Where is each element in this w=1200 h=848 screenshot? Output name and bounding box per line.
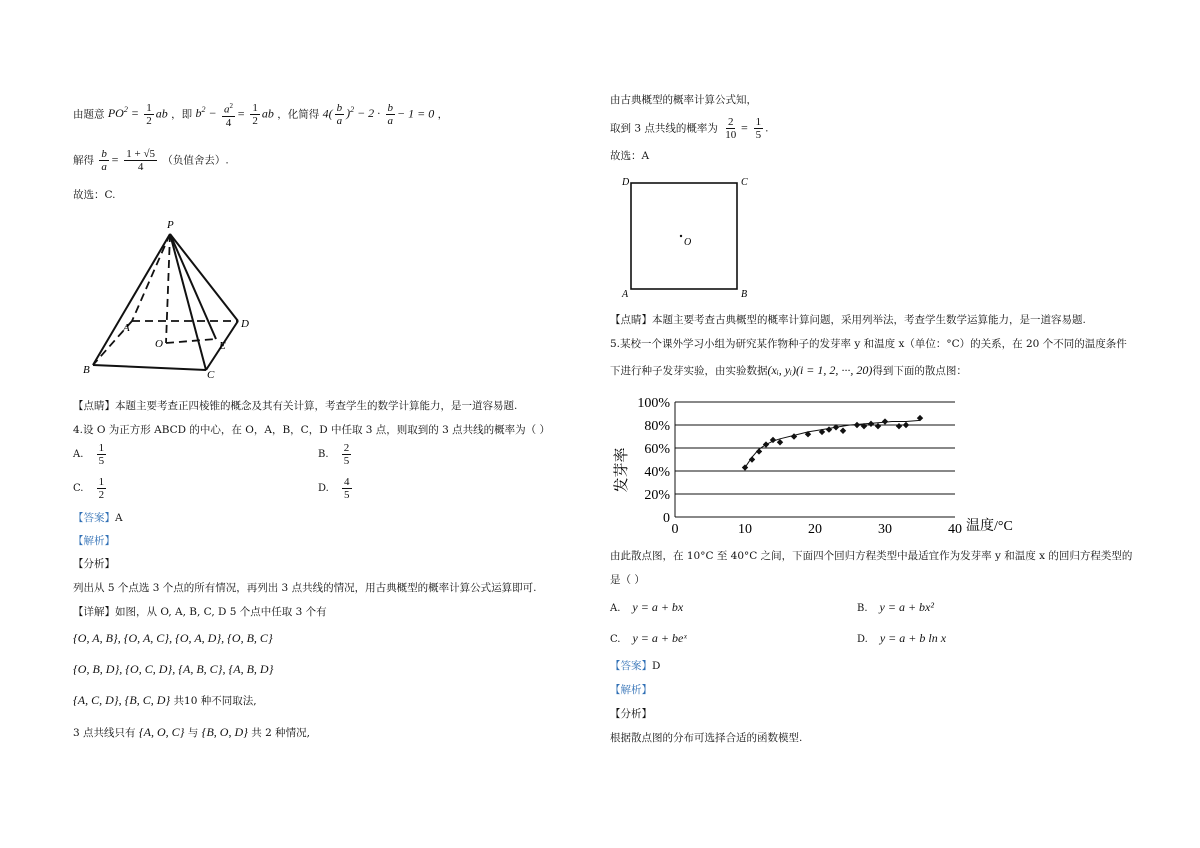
x-tick-label: 20: [808, 522, 822, 537]
trend-curve: [745, 420, 920, 467]
scatter-chart: [610, 392, 1030, 542]
equation-line-1: 由题意 $PO^2$ = $\frac{1}{2}$ ab ，即 $b^2$ − $\frac{a^2}{4}$ = $\frac{1}{2}$ ab ，化简得 4( $\frac{b}{a}$ )$^2$ − 2 · $\frac{b}{a}$ − 1 = 0 ，: [73, 101, 449, 129]
square-figure: [620, 172, 770, 302]
label-O: O: [155, 338, 163, 350]
option-5a[interactable]: A. y = a + bx: [610, 600, 684, 614]
detail-line: 【详解】如图，从 O, A, B, C, D 5 个点中任取 3 个有: [73, 606, 327, 618]
probability-line: 取到 3 点共线的概率为 $\frac{2}{10}$ = $\frac{1}{5}$ .: [610, 116, 769, 141]
x-tick-label: 40: [948, 522, 962, 537]
option-5d[interactable]: D. y = a + b ln x: [857, 631, 947, 645]
label-C: C: [207, 369, 215, 380]
fenxi-tag: 【分析】: [73, 558, 115, 570]
math-fraction: $\frac{1}{2}$: [252, 101, 258, 127]
sq-label-D: D: [622, 177, 630, 188]
x-tick-label: 30: [878, 522, 892, 537]
scatter-point: [840, 428, 846, 434]
sq-label-B: B: [741, 289, 748, 300]
choice-line: 故选：C.: [73, 189, 116, 201]
answer-line: 【答案】A: [73, 512, 123, 524]
label-A: A: [123, 322, 130, 334]
comment-line: 【点睛】本题主要考查正四棱锥的概念及其有关计算，考查学生的数学计算能力，是一道容易题.: [73, 400, 518, 412]
sets-line-3: {A, C, D}, {B, C, D} 共10 种不同取法,: [73, 693, 257, 707]
x-axis-label: 温度/°C: [966, 519, 1013, 534]
y-tick-label: 80%: [644, 419, 670, 434]
solve-line: 解得 $\frac{b}{a}$ = $\frac{1 + √5}{4}$ （负值舍去）.: [73, 148, 229, 173]
scatter-point: [756, 448, 762, 454]
scatter-point: [896, 423, 902, 429]
formula-intro: 由古典概型的概率计算公式知，: [610, 94, 757, 106]
analysis-tag-right: 【解析】: [610, 684, 652, 696]
label-P: P: [167, 219, 174, 231]
question-5-line-1: 5.某校一个课外学习小组为研究某作物种子的发芽率 y 和温度 x（单位：°C）的关系，在 20 个不同的温度条件: [610, 338, 1127, 350]
scatter-point: [854, 422, 860, 428]
sq-label-O: O: [684, 237, 692, 248]
option-b[interactable]: B. $\frac{2}{5}$: [318, 442, 350, 467]
x-tick-label: 0: [671, 522, 679, 537]
math-fraction: $\frac{a^2}{4}$: [223, 102, 233, 129]
pyramid-figure: [83, 215, 273, 380]
scatter-point: [742, 464, 748, 470]
y-tick-label: 20%: [644, 488, 670, 503]
question-5-after-1: 由此散点图，在 10°C 至 40°C 之间，下面四个回归方程类型中最适宜作为发芽率 y 和温度 x 的回归方程类型的: [610, 550, 1133, 562]
scatter-point: [791, 433, 797, 439]
sets-line-2: {O, B, D}, {O, C, D}, {A, B, C}, {A, B, D}: [73, 662, 274, 676]
analysis-tag: 【解析】: [73, 535, 115, 547]
fenxi-tag-right: 【分析】: [610, 708, 652, 720]
label-D: D: [241, 318, 249, 330]
label-E: E: [219, 340, 226, 352]
scatter-point: [826, 426, 832, 432]
scatter-point: [868, 421, 874, 427]
option-5b[interactable]: B. y = a + bx²: [857, 600, 934, 614]
y-tick-label: 40%: [644, 465, 670, 480]
sq-label-A: A: [622, 289, 629, 300]
comment-line-right: 【点睛】本题主要考查古典概型的概率计算问题，采用列举法，考查学生数学运算能力，是一道容易题.: [610, 314, 1086, 326]
option-5c[interactable]: C. y = a + beˣ: [610, 631, 687, 645]
scatter-point: [763, 441, 769, 447]
answer-line-right: 【答案】D: [610, 660, 661, 672]
sq-label-C: C: [741, 177, 748, 188]
option-d[interactable]: D. $\frac{4}{5}$: [318, 476, 350, 501]
scatter-point: [903, 422, 909, 428]
option-c[interactable]: C. $\frac{1}{2}$: [73, 476, 105, 501]
scatter-point: [882, 418, 888, 424]
math-fraction: $\frac{1 + √5}{4}$: [126, 148, 156, 173]
question-5-line-2: 下进行种子发芽实验，由实验数据(xᵢ, yᵢ)(i = 1, 2, ···, 20)得到下面的散点图：: [610, 363, 967, 377]
y-tick-label: 60%: [644, 442, 670, 457]
y-tick-label: 0: [663, 511, 670, 526]
fenxi-text: 列出从 5 个点选 3 个点的所有情况，再列出 3 点共线的情况，用古典概型的概率计算公式运算即可.: [73, 582, 537, 594]
collinear-line: 3 点共线只有 {A, O, C} 与 {B, O, D} 共 2 种情况,: [73, 725, 310, 739]
y-axis-label: 发芽率: [614, 447, 630, 493]
scatter-point: [875, 423, 881, 429]
scatter-point: [749, 456, 755, 462]
x-tick-label: 10: [738, 522, 752, 537]
label-B: B: [83, 364, 90, 376]
question-5-after-2: 是（ ）: [610, 574, 645, 586]
math-fraction: $\frac{1}{2}$: [146, 101, 152, 127]
choice-line-right: 故选：A: [610, 150, 650, 162]
sets-line-1: {O, A, B}, {O, A, C}, {O, A, D}, {O, B, C}: [73, 631, 273, 645]
fenxi-text-right: 根据散点图的分布可选择合适的函数模型.: [610, 732, 803, 744]
option-a[interactable]: A. $\frac{1}{5}$: [73, 442, 105, 467]
question-4: 4.设 O 为正方形 ABCD 的中心，在 O，A，B，C，D 中任取 3 点，则取到的 3 点共线的概率为（ ）: [73, 424, 551, 436]
math-expr: $PO^2$ =: [107, 105, 139, 121]
y-tick-label: 100%: [637, 396, 670, 411]
